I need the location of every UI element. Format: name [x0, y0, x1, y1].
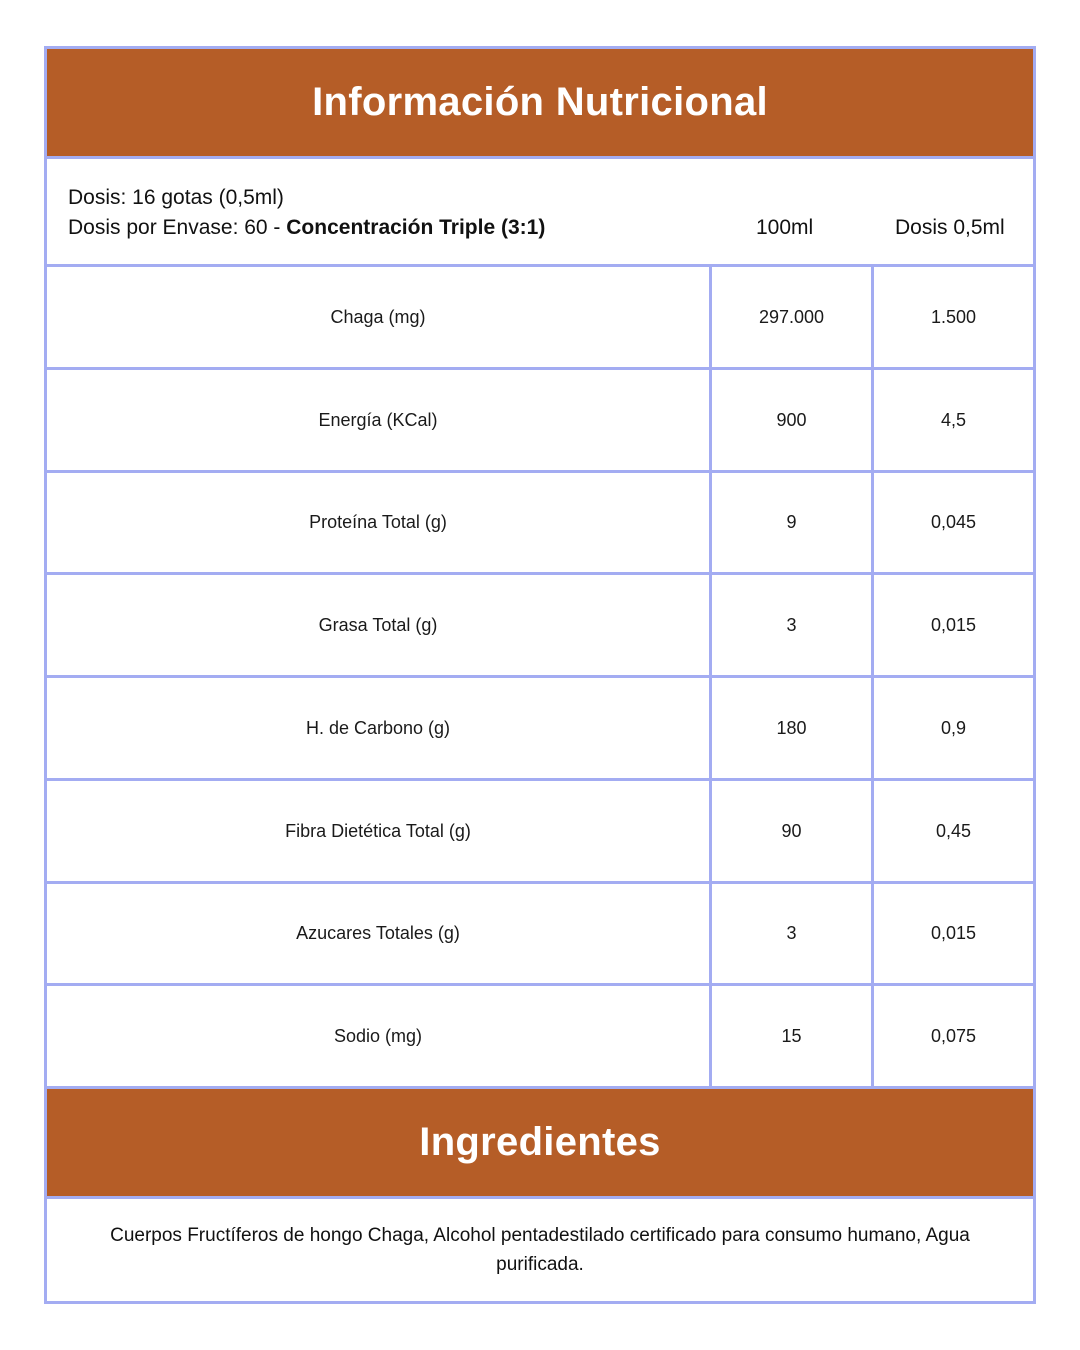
nutrient-value-dose: 4,5: [871, 367, 1036, 473]
nutrient-value-dose: 0,015: [871, 881, 1036, 986]
column-header-100ml: 100ml: [756, 216, 814, 239]
nutrient-value-100ml: 297.000: [709, 264, 874, 370]
nutrition-panel: [44, 46, 1036, 1304]
nutrient-name: Sodio (mg): [44, 983, 712, 1089]
nutrient-value-dose: 0,015: [871, 572, 1036, 678]
nutrient-name: Grasa Total (g): [44, 572, 712, 678]
serving-text: [68, 183, 545, 243]
nutrient-value-100ml: 900: [709, 367, 874, 473]
nutrition-title: Información Nutricional: [44, 46, 1036, 159]
nutrient-value-100ml: 15: [709, 983, 874, 1089]
column-header-dose: Dosis 0,5ml: [895, 216, 1005, 239]
nutrient-name: Chaga (mg): [44, 264, 712, 370]
nutrient-name: H. de Carbono (g): [44, 675, 712, 781]
nutrient-value-dose: 0,9: [871, 675, 1036, 781]
ingredients-title: Ingredientes: [44, 1086, 1036, 1199]
nutrient-value-100ml: 3: [709, 881, 874, 986]
nutrient-value-dose: 0,075: [871, 983, 1036, 1089]
ingredients-text: Cuerpos Fructíferos de hongo Chaga, Alcohol pentadestilado certificado para consumo humano, Agua purificada.: [110, 1225, 970, 1275]
nutrient-name: Energía (KCal): [44, 367, 712, 473]
ingredients-box: [44, 1196, 1036, 1304]
per-container-line: [68, 213, 545, 243]
nutrient-value-100ml: 90: [709, 778, 874, 884]
nutrient-name: Azucares Totales (g): [44, 881, 712, 986]
serving-info: [44, 156, 1036, 267]
nutrient-value-dose: 0,45: [871, 778, 1036, 884]
nutrient-value-100ml: 3: [709, 572, 874, 678]
nutrient-value-dose: 1.500: [871, 264, 1036, 370]
dose-label: Dosis: 16 gotas (0,5ml): [68, 186, 284, 209]
nutrient-name: Fibra Dietética Total (g): [44, 778, 712, 884]
nutrient-value-100ml: 9: [709, 470, 874, 575]
per-container-label: Dosis por Envase: 60 -: [68, 216, 287, 239]
concentration-label: Concentración Triple (3:1): [286, 216, 546, 239]
nutrient-value-100ml: 180: [709, 675, 874, 781]
nutrient-value-dose: 0,045: [871, 470, 1036, 575]
nutrient-name: Proteína Total (g): [44, 470, 712, 575]
